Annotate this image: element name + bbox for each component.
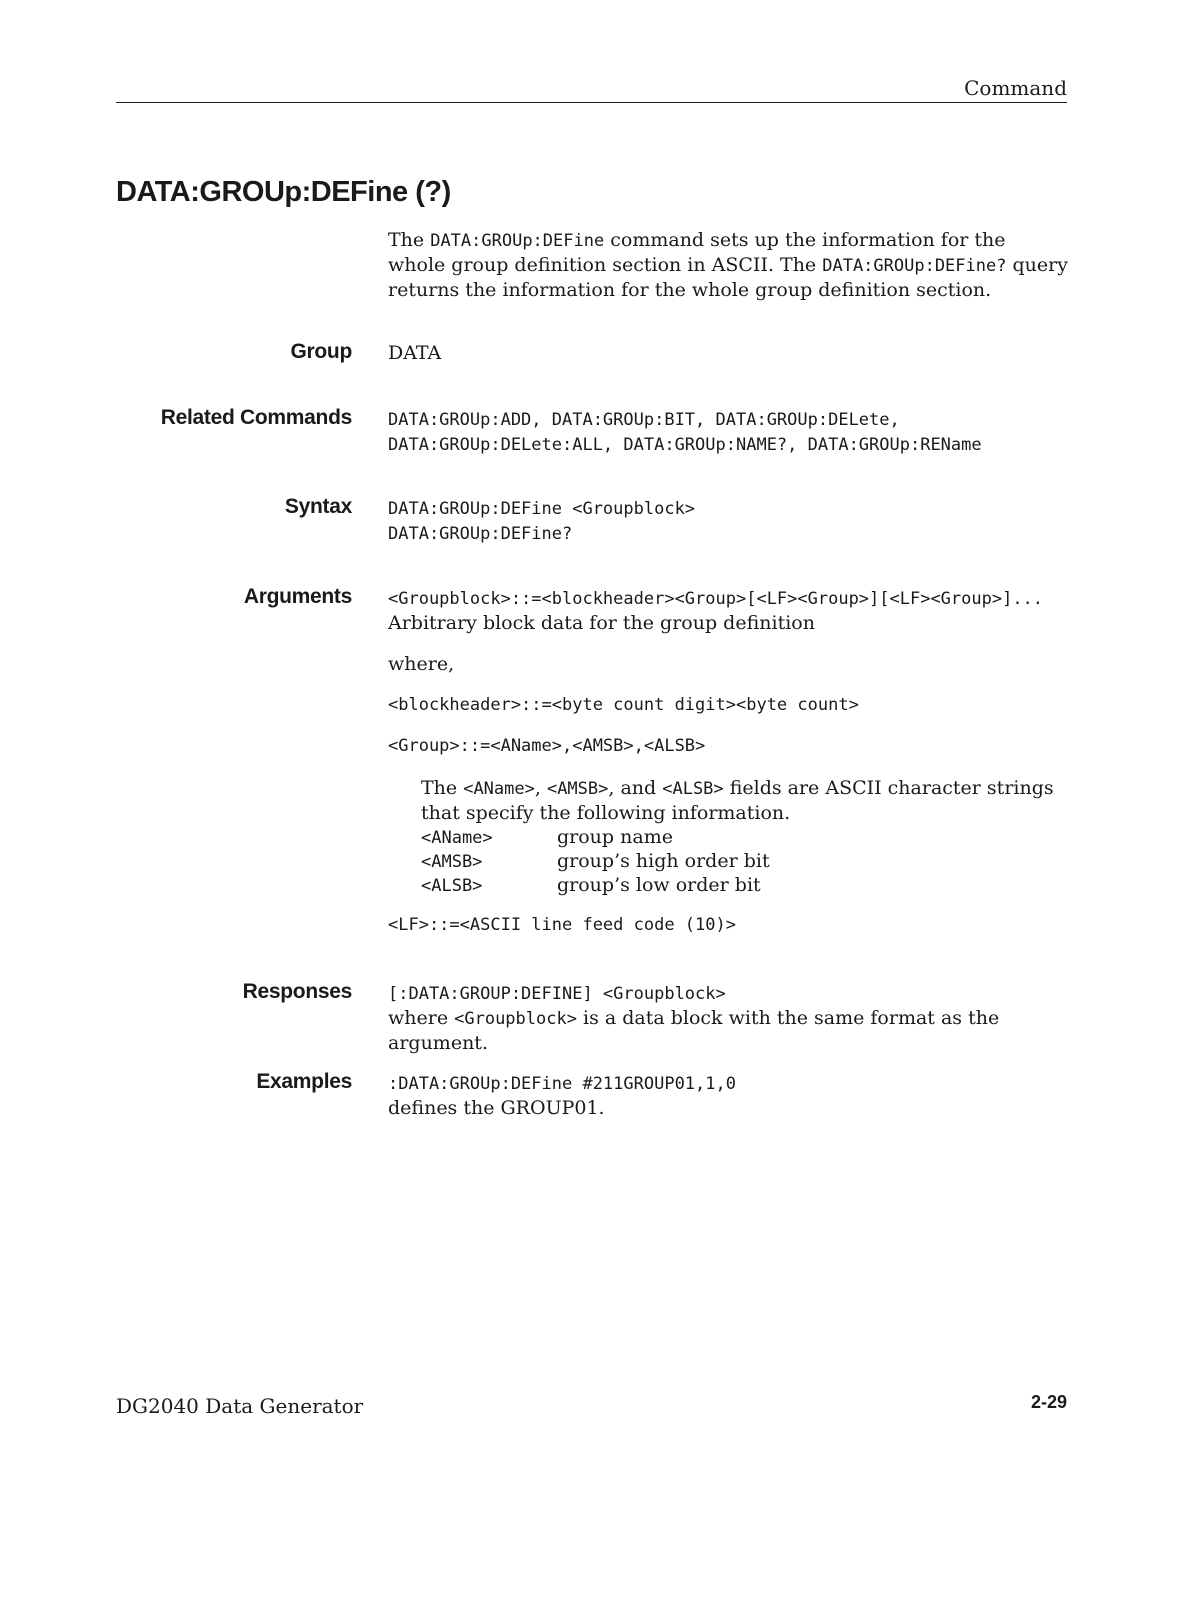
intro-code-1: DATA:GROUp:DEFine (430, 231, 605, 251)
syntax-line-2: DATA:GROUp:DEFine? (388, 524, 573, 544)
arguments-label: Arguments (243, 585, 352, 608)
examples-label: Examples (256, 1070, 352, 1093)
responses-text: is a data block with the same format as the argument. (388, 1007, 1000, 1054)
example-description: defines the GROUP01. (388, 1097, 605, 1119)
group-value: DATA (388, 342, 442, 364)
field-row (421, 825, 1068, 849)
where-text: where, (388, 653, 455, 675)
responses-block (388, 982, 1068, 1055)
fields-code-aname: <AName> (463, 779, 535, 799)
running-head: Command (964, 76, 1067, 100)
groupblock-definition: <Groupblock>::=<blockheader><Group>[<LF><Group>][<LF><Group>]... (388, 589, 1044, 609)
field-desc: group name (557, 826, 673, 848)
field-row (421, 849, 1068, 873)
syntax-block (388, 497, 1068, 547)
responses-where: where (388, 1007, 449, 1029)
syntax-label: Syntax (284, 495, 352, 518)
fields-text-1: The (421, 777, 458, 799)
intro-paragraph (388, 228, 1068, 302)
field-row (421, 873, 1068, 897)
field-table (421, 825, 1068, 897)
header-rule (116, 102, 1067, 103)
fields-description (421, 776, 1061, 825)
responses-label: Responses (242, 980, 352, 1003)
intro-code-2: DATA:GROUp:DEFine? (822, 256, 1007, 276)
intro-text-3: query returns the information for the whole group definition section. (388, 254, 1068, 301)
blockheader-definition: <blockheader>::=<byte count digit><byte count> (388, 695, 859, 715)
fields-sep-1: , (534, 777, 541, 799)
footer-product-name: DG2040 Data Generator (116, 1394, 364, 1418)
field-key: <AName> (421, 828, 493, 848)
page-number: 2-29 (1030, 1392, 1067, 1412)
syntax-line-1: DATA:GROUp:DEFine <Groupblock> (388, 499, 696, 519)
command-title: DATA:GROUp:DEFine (?) (116, 176, 451, 208)
intro-text-1: The (388, 229, 425, 251)
group-definition: <Group>::=<AName>,<AMSB>,<ALSB> (388, 736, 706, 756)
related-commands (388, 408, 1068, 458)
fields-code-amsb: <AMSB> (546, 779, 609, 799)
intro-text-2: command sets up the information for the whole group definition section in ASCII. The (388, 229, 1006, 276)
groupblock-description: Arbitrary block data for the group definition (388, 612, 815, 634)
examples-block (388, 1072, 1068, 1120)
group-label: Group (290, 340, 352, 363)
related-commands-line-1: DATA:GROUp:ADD, DATA:GROUp:BIT, DATA:GROUp:DELete, (388, 410, 900, 430)
fields-text-2: fields are ASCII character strings that specify the following information. (421, 777, 1054, 824)
field-key: <AMSB> (421, 852, 483, 872)
responses-line-2 (388, 1006, 1068, 1055)
responses-line-1: [:DATA:GROUP:DEFINE] <Groupblock> (388, 984, 726, 1004)
example-code: :DATA:GROUp:DEFine #211GROUP01,1,0 (388, 1074, 736, 1094)
related-commands-label: Related Commands (160, 406, 352, 429)
fields-code-alsb: <ALSB> (662, 779, 724, 799)
field-desc: group’s low order bit (557, 874, 761, 896)
lf-definition: <LF>::=<ASCII line feed code (10)> (388, 915, 736, 935)
arguments-block (388, 587, 1068, 936)
responses-code: <Groupblock> (454, 1009, 577, 1029)
field-desc: group’s high order bit (557, 850, 770, 872)
field-key: <ALSB> (421, 876, 483, 896)
fields-sep-2: , and (608, 777, 657, 799)
related-commands-line-2: DATA:GROUp:DELete:ALL, DATA:GROUp:NAME?, DATA:GROUp:REName (388, 435, 982, 455)
